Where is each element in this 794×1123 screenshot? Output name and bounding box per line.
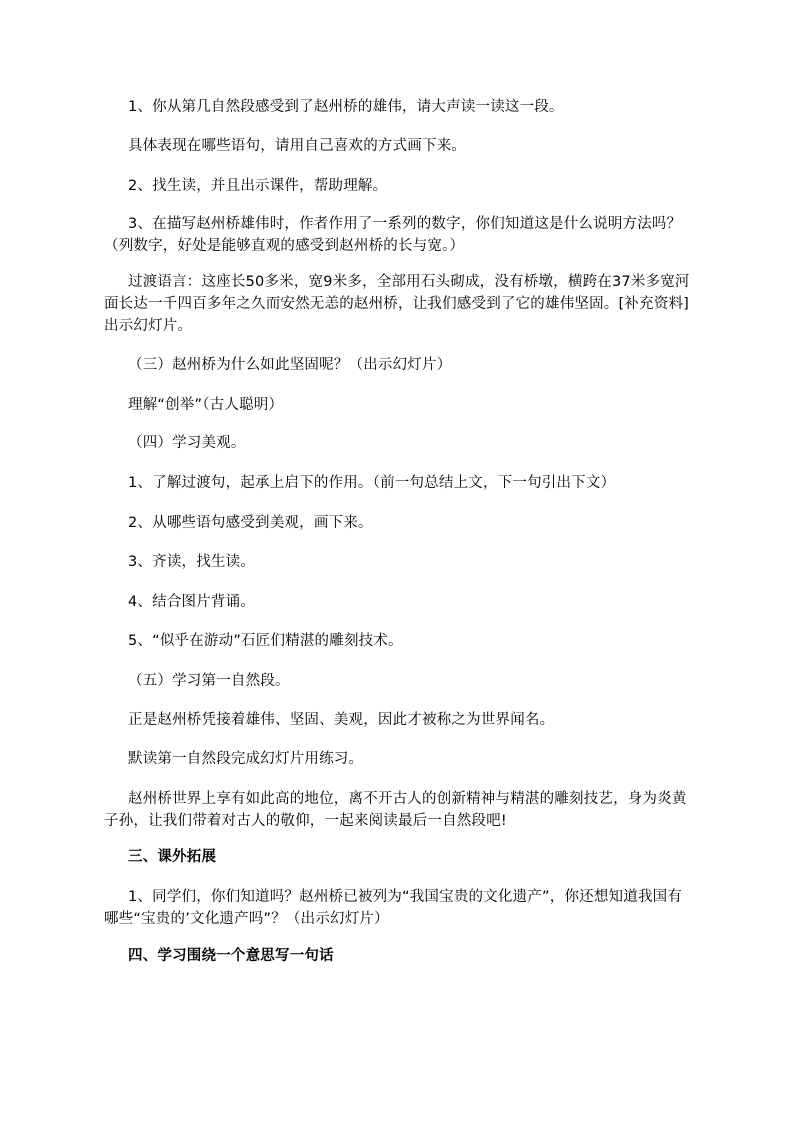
paragraph-16: 默读第一自然段完成幻灯片用练习。: [128, 751, 364, 767]
section-heading-extension: 三、课外拓展: [128, 849, 217, 865]
paragraph-18: 1、同学们，你们知道吗？赵州桥已被列为“我国宝贵的文化遗产”，你还想知道我国有哪些“宝贵的’文化遗产吗”？（出示幻灯片）: [104, 889, 683, 927]
paragraph-5: 过渡语言：这座长50多米，宽9米多，全部用石头砌成，没有桥墩，横跨在37米多宽河面长达一千四百多年之久而安然无恙的赵州桥，让我们感受到了它的雄伟坚固。[补充资料]出示幻灯片。: [104, 274, 690, 334]
paragraph-1: 1、你从第几自然段感受到了赵州桥的雄伟，请大声读一读这一段。: [128, 99, 564, 115]
paragraph-14: （五）学习第一自然段。: [128, 673, 290, 689]
paragraph-3: 2、找生读，并且出示课件，帮助理解。: [128, 178, 388, 194]
paragraph-13: 5、“似乎在游动”石匠们精湛的雕刻技术。: [128, 633, 403, 649]
paragraph-8: （四）学习美观。: [128, 435, 246, 451]
paragraph-15: 正是赵州桥凭接着雄伟、坚固、美观，因此才被称之为世界闻名。: [128, 712, 555, 728]
paragraph-10: 2、从哪些语句感受到美观，画下来。: [128, 515, 373, 531]
paragraph-6: （三）赵州桥为什么如此坚固呢？（出示幻灯片）: [128, 357, 452, 373]
paragraph-7: 理解“创举”（古人聪明）: [128, 397, 284, 413]
paragraph-11: 3、齐读，找生读。: [128, 554, 256, 570]
paragraph-17: 赵州桥世界上享有如此高的地位，离不开古人的创新精神与精湛的雕刻技艺，身为炎黄子孙，让我们带着对古人的敬仰，一起来阅读最后一自然段吧!: [104, 791, 687, 829]
paragraph-4: 3、在描写赵州桥雄伟时，作者作用了一系列的数字，你们知道这是什么说明方法吗？（列数字，好处是能够直观的感受到赵州桥的长与宽。）: [104, 216, 682, 254]
paragraph-12: 4、结合图片背诵。: [128, 594, 256, 610]
paragraph-2: 具体表现在哪些语句，请用自己喜欢的方式画下来。: [128, 138, 467, 154]
section-heading-writing: 四、学习围绕一个意思写一句话: [128, 948, 334, 964]
paragraph-9: 1、了解过渡句，起承上启下的作用。（前一句总结上文，下一句引出下文）: [128, 475, 616, 491]
